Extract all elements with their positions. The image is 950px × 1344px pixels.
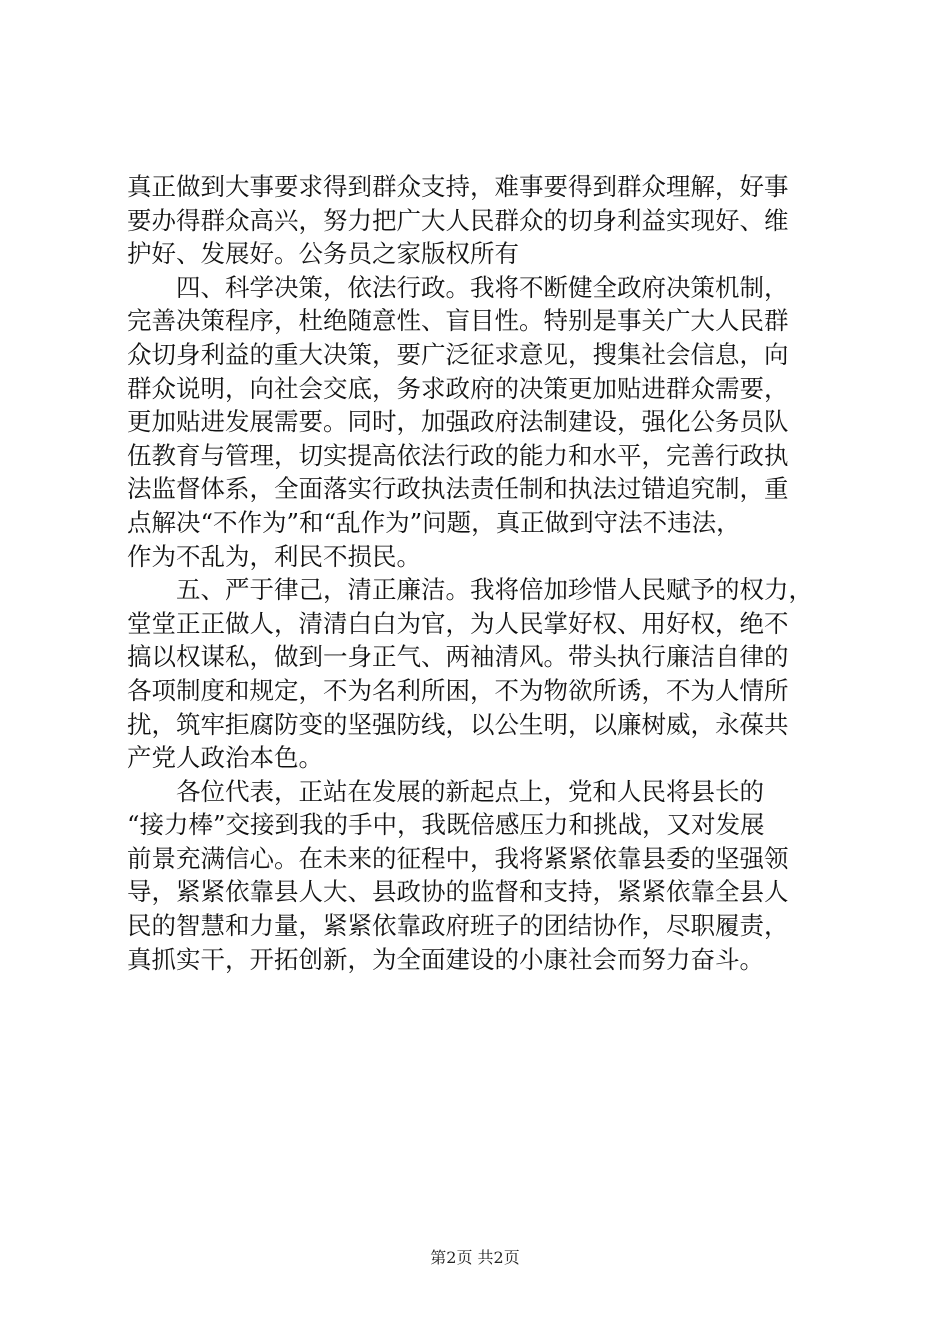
text-line: “接力棒”交接到我的手中，我既倍感压力和挑战，又对发展 <box>127 810 765 840</box>
text-line: 搞以权谋私，做到一身正气、两袖清风。带头执行廉洁自律的 <box>127 642 789 672</box>
text-line: 真正做到大事要求得到群众支持，难事要得到群众理解，好事 <box>127 172 789 201</box>
text-line: 扰，筑牢拒腐防变的坚强防线，以公生明，以廉树威，永葆共 <box>127 709 789 739</box>
text-line: 堂堂正正做人，清清白白为官，为人民掌好权、用好权，绝不 <box>127 608 789 638</box>
page-footer: 第2页 共2页 <box>430 1248 520 1267</box>
text-line: 产党人政治本色。 <box>127 743 323 773</box>
paragraph-five-start: 五、严于律己，清正廉洁。我将倍加珍惜人民赋予的权力， <box>176 575 813 605</box>
text-line: 要办得群众高兴，努力把广大人民群众的切身利益实现好、维 <box>127 205 789 235</box>
text-line: 真抓实干，开拓创新，为全面建设的小康社会而努力奋斗。 <box>127 944 764 974</box>
paragraph-closing-start: 各位代表，正站在发展的新起点上，党和人民将县长的 <box>176 776 764 806</box>
text-line: 法监督体系，全面落实行政执法责任制和执法过错追究制，重 <box>127 474 789 504</box>
text-line: 群众说明，向社会交底，务求政府的决策更加贴进群众需要， <box>127 373 789 403</box>
text-line: 前景充满信心。在未来的征程中，我将紧紧依靠县委的坚强领 <box>127 843 789 873</box>
text-line: 各项制度和规定，不为名利所困，不为物欲所诱，不为人情所 <box>127 675 789 705</box>
paragraph-four-start: 四、科学决策，依法行政。我将不断健全政府决策机制， <box>176 272 789 302</box>
text-line: 完善决策程序，杜绝随意性、盲目性。特别是事关广大人民群 <box>127 306 789 336</box>
text-line: 更加贴进发展需要。同时，加强政府法制建设，强化公务员队 <box>127 407 789 437</box>
text-line: 点解决“不作为”和“乱作为”问题，真正做到守法不违法， <box>127 507 741 537</box>
text-line: 导，紧紧依靠县人大、县政协的监督和支持，紧紧依靠全县人 <box>127 877 789 907</box>
text-line: 众切身利益的重大决策，要广泛征求意见，搜集社会信息，向 <box>127 339 789 369</box>
text-line: 作为不乱为，利民不损民。 <box>127 541 421 571</box>
text-line: 民的智慧和力量，紧紧依靠政府班子的团结协作，尽职履责， <box>127 911 789 941</box>
text-line: 伍教育与管理，切实提高依法行政的能力和水平，完善行政执 <box>127 440 789 470</box>
text-line: 护好、发展好。公务员之家版权所有 <box>127 239 519 269</box>
body-text <box>127 170 847 976</box>
